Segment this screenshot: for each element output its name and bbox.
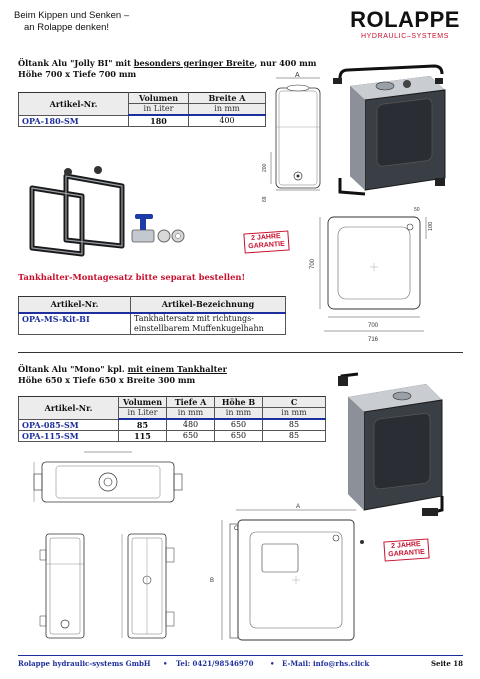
table-mounting-kit <box>18 296 286 335</box>
col-volumen-unit: in Liter <box>129 104 189 116</box>
col-c: C <box>263 397 326 408</box>
footer-bullet: • <box>270 659 275 668</box>
col-artikel: Artikel-Nr. <box>19 93 129 116</box>
jolly-tank-photo <box>335 68 447 196</box>
mono-side-drawings <box>36 520 196 650</box>
cell-tiefe: 650 <box>167 431 215 442</box>
section3-subtitle: Höhe 650 x Tiefe 650 x Breite 300 mm <box>18 375 196 385</box>
cell-volumen: 85 <box>119 419 167 431</box>
section1-title: Öltank Alu "Jolly BI" mit besonders geringer Breite, nur 400 mm Höhe 700 x Tiefe 700 mm <box>18 58 317 79</box>
table-mono <box>18 396 326 442</box>
dim-w700-label: 700 <box>368 323 379 329</box>
jolly-side-drawing <box>262 72 328 207</box>
cell-description: Tankhaltersatz mit richtungs- einstellbarem Muffenkugelhahn <box>131 313 286 335</box>
cell-tiefe: 480 <box>167 419 215 431</box>
section-divider <box>18 352 463 353</box>
brand-name: ROLAPPE <box>350 7 460 32</box>
section1-subtitle: Höhe 700 x Tiefe 700 mm <box>18 69 137 79</box>
bracket-kit-photo <box>22 168 190 260</box>
cell-breite: 400 <box>189 115 266 127</box>
footer-email: E-Mail: info@rhs.click <box>282 659 370 668</box>
cell-volumen: 115 <box>119 431 167 442</box>
dim-w716-label: 716 <box>368 337 379 343</box>
section3-title: Öltank Alu "Mono" kpl. mit einem Tankhalter Höhe 650 x Tiefe 650 x Breite 300 mm <box>18 364 227 385</box>
dim-50-label: 50 <box>414 207 420 213</box>
separate-order-notice: Tankhalter-Montagesatz bitte separat bestellen! <box>18 272 246 282</box>
table-row <box>19 431 326 442</box>
footer-tel: Tel: 0421/98546970 <box>176 659 254 668</box>
dim-h700-label: 700 <box>310 258 316 269</box>
col-breite: Breite A <box>189 93 266 104</box>
col-artikel: Artikel-Nr. <box>19 397 119 420</box>
dim-200-label: 200 <box>262 163 268 172</box>
col-volumen: Volumen <box>129 93 189 104</box>
table-row <box>19 115 266 127</box>
col-volumen: Volumen <box>119 397 167 408</box>
warranty-badge: 2 JAHRE GARANTIE <box>243 230 289 253</box>
col-hoehe: Höhe B <box>215 397 263 408</box>
page-footer <box>18 655 463 667</box>
cell-c: 85 <box>263 419 326 431</box>
col-breite-unit: in mm <box>189 104 266 116</box>
dim-69-label: 69 <box>262 196 268 202</box>
dim-a-label: A <box>295 72 300 79</box>
cell-code: OPA-115-SM <box>19 431 119 442</box>
table-row <box>19 313 286 335</box>
cell-hoehe: 650 <box>215 431 263 442</box>
col-artikel: Artikel-Nr. <box>19 297 131 313</box>
mono-tank-photo <box>338 372 450 522</box>
slogan <box>14 10 129 34</box>
warranty-badge: 2 JAHRE GARANTIE <box>383 538 429 561</box>
page-number: Seite 18 <box>430 659 463 668</box>
brand-logo <box>346 8 464 41</box>
cell-code: OPA-180-SM <box>19 115 129 127</box>
cell-hoehe: 650 <box>215 419 263 431</box>
dim-c-label: C <box>234 526 239 532</box>
col-bezeichnung: Artikel-Bezeichnung <box>131 297 286 313</box>
col-c-unit: in mm <box>263 408 326 420</box>
dim-a-label: A <box>296 504 301 510</box>
cell-code: OPA-MS-Kit-BI <box>19 313 131 335</box>
col-tiefe: Tiefe A <box>167 397 215 408</box>
slogan-line-2: an Rolappe denken! <box>24 22 110 33</box>
footer-bullet: • <box>163 659 168 668</box>
col-volumen-unit: in Liter <box>119 408 167 420</box>
brand-subtitle: HYDRAULIC–SYSTEMS <box>361 33 449 40</box>
table-jolly-bi <box>18 92 266 127</box>
dim-b-label: B <box>210 578 215 584</box>
col-hoehe-unit: in mm <box>215 408 263 420</box>
mono-front-drawing <box>196 502 366 652</box>
footer-company: Rolappe hydraulic-systems GmbH <box>18 659 151 668</box>
table-row <box>19 419 326 431</box>
slogan-line-1: Beim Kippen und Senken – <box>14 10 130 21</box>
cell-c: 85 <box>263 431 326 442</box>
col-tiefe-unit: in mm <box>167 408 215 420</box>
mono-top-drawing <box>28 446 188 516</box>
dim-100-label: 100 <box>428 221 434 231</box>
cell-volumen: 180 <box>129 115 189 127</box>
jolly-front-drawing <box>298 205 448 345</box>
cell-code: OPA-085-SM <box>19 419 119 431</box>
